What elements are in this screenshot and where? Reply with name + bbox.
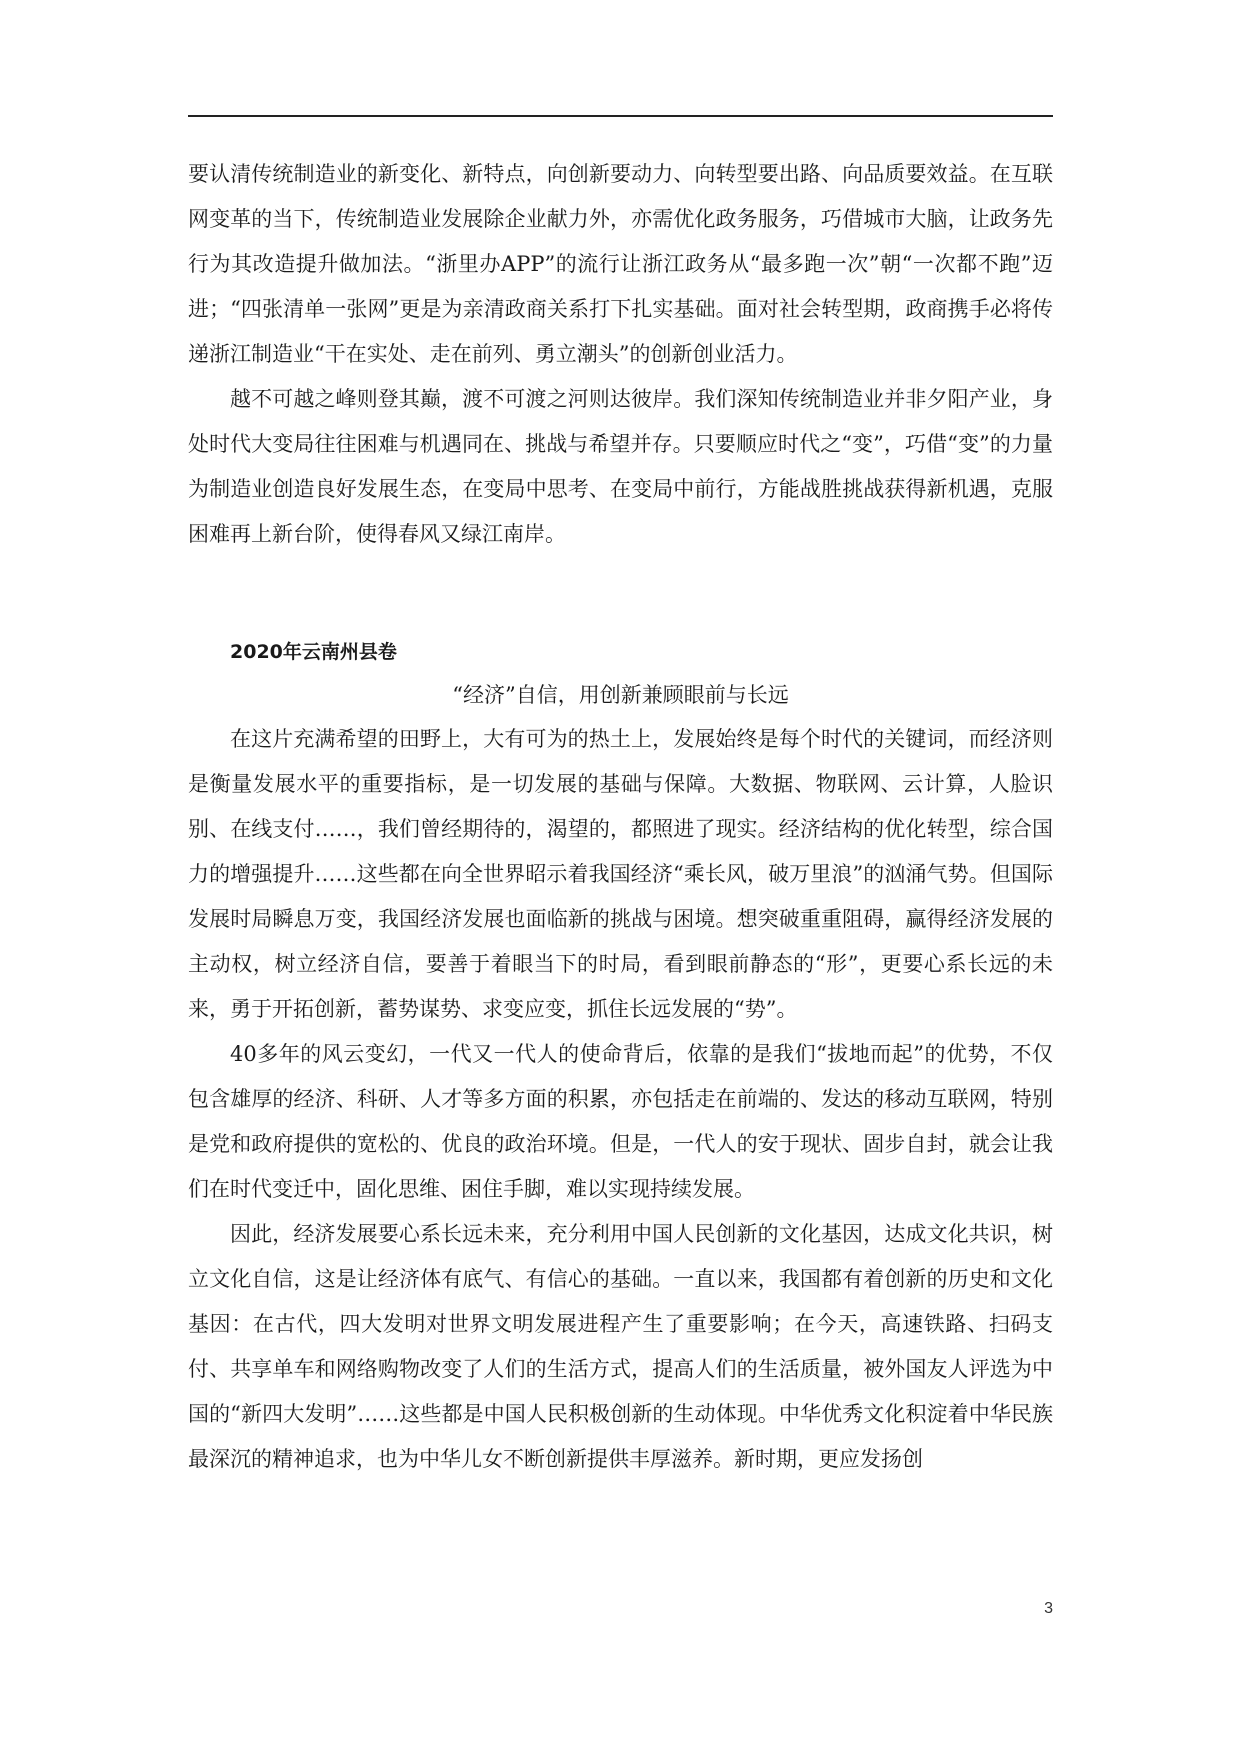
header-rule [188, 115, 1053, 117]
document-body [188, 152, 1053, 1482]
paragraph-continued: 要认清传统制造业的新变化、新特点，向创新要动力、向转型要出路、向品质要效益。在互联网变革的当下，传统制造业发展除企业献力外，亦需优化政务服务，巧借城市大脑，让政务先行为其改造提升做加法。“浙里办APP”的流行让浙江政务从“最多跑一次”朝“一次都不跑”迈进；“四张清单一张网”更是为亲清政商关系打下扎实基础。面对社会转型期，政商携手必将传递浙江制造业“干在实处、走在前列、勇立潮头”的创新创业活力。 [188, 162, 1053, 366]
paragraph: 越不可越之峰则登其巅，渡不可渡之河则达彼岸。我们深知传统制造业并非夕阳产业，身处时代大变局往往困难与机遇同在、挑战与希望并存。只要顺应时代之“变”，巧借“变”的力量为制造业创造良好发展生态，在变局中思考、在变局中前行，方能战胜挑战获得新机遇，克服困难再上新台阶，使得春风又绿江南岸。 [188, 387, 1053, 546]
paragraph: 因此，经济发展要心系长远未来，充分利用中国人民创新的文化基因，达成文化共识，树立文化自信，这是让经济体有底气、有信心的基础。一直以来，我国都有着创新的历史和文化基因：在古代，四大发明对世界文明发展进程产生了重要影响；在今天，高速铁路、扫码支付、共享单车和网络购物改变了人们的生活方式，提高人们的生活质量，被外国友人评选为中国的“新四大发明”……这些都是中国人民积极创新的生动体现。中华优秀文化积淀着中华民族最深沉的精神追求，也为中华儿女不断创新提供丰厚滋养。新时期，更应发扬创 [188, 1222, 1053, 1471]
section-heading: 2020年云南州县卷 [230, 641, 397, 663]
essay-title: “经济”自信，用创新兼顾眼前与长远 [452, 683, 789, 707]
page-number: 3 [1044, 1600, 1053, 1617]
paragraph: 40多年的风云变幻，一代又一代人的使命背后，依靠的是我们“拔地而起”的优势，不仅包含雄厚的经济、科研、人才等多方面的积累，亦包括走在前端的、发达的移动互联网，特别是党和政府提供的宽松的、优良的政治环境。但是，一代人的安于现状、固步自封，就会让我们在时代变迁中，固化思维、困住手脚，难以实现持续发展。 [188, 1042, 1053, 1201]
paragraph: 在这片充满希望的田野上，大有可为的热土上，发展始终是每个时代的关键词，而经济则是衡量发展水平的重要指标，是一切发展的基础与保障。大数据、物联网、云计算，人脸识别、在线支付……，我们曾经期待的，渴望的，都照进了现实。经济结构的优化转型，综合国力的增强提升……这些都在向全世界昭示着我国经济“乘长风，破万里浪”的汹涌气势。但国际发展时局瞬息万变，我国经济发展也面临新的挑战与困境。想突破重重阻碍，赢得经济发展的主动权，树立经济自信，要善于着眼当下的时局，看到眼前静态的“形”，更要心系长远的未来，勇于开拓创新，蓄势谋势、求变应变，抓住长远发展的“势”。 [188, 727, 1053, 1021]
